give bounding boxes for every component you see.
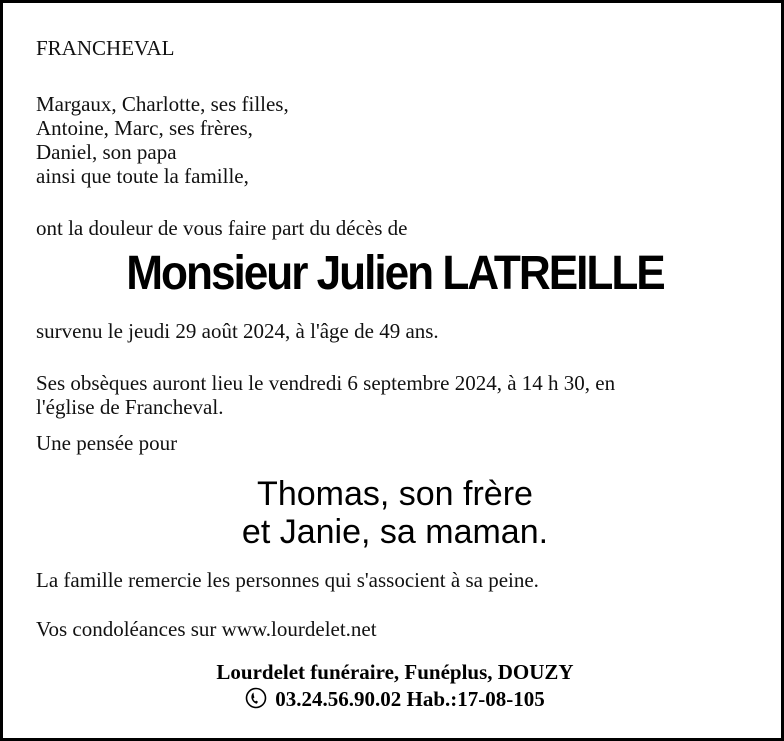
thanks-text: La famille remercie les personnes qui s'associent à sa peine. bbox=[36, 568, 539, 592]
family-line: ainsi que toute la famille, bbox=[36, 164, 249, 188]
family-line: Daniel, son papa bbox=[36, 140, 177, 164]
thought-line: et Janie, sa maman. bbox=[241, 513, 549, 551]
announcement-text: ont la douleur de vous faire part du décès de bbox=[36, 216, 408, 240]
phone-icon bbox=[245, 687, 267, 709]
contact-line bbox=[3, 686, 784, 712]
contact-text: 03.24.56.90.02 Hab.:17-08-105 bbox=[275, 687, 545, 711]
town: FRANCHEVAL bbox=[36, 36, 175, 60]
family-line: Antoine, Marc, ses frères, bbox=[36, 116, 253, 140]
funeral-line: Ses obsèques auront lieu le vendredi 6 septembre 2024, à 14 h 30, en bbox=[36, 371, 616, 395]
family-line: Margaux, Charlotte, ses filles, bbox=[36, 92, 289, 116]
thought-intro: Une pensée pour bbox=[36, 431, 178, 455]
deceased-name: Monsieur Julien LATREILLE bbox=[126, 247, 664, 300]
thought-block bbox=[3, 475, 784, 551]
funeral-line: l'église de Francheval. bbox=[36, 395, 224, 419]
funeral-home: Lourdelet funéraire, Funéplus, DOUZY bbox=[216, 660, 574, 684]
death-info: survenu le jeudi 29 août 2024, à l'âge de 49 ans. bbox=[36, 319, 439, 343]
family-list bbox=[36, 92, 289, 188]
funeral-info bbox=[36, 371, 615, 419]
condolences-text: Vos condoléances sur www.lourdelet.net bbox=[36, 617, 377, 641]
thought-line: Thomas, son frère bbox=[257, 475, 533, 513]
